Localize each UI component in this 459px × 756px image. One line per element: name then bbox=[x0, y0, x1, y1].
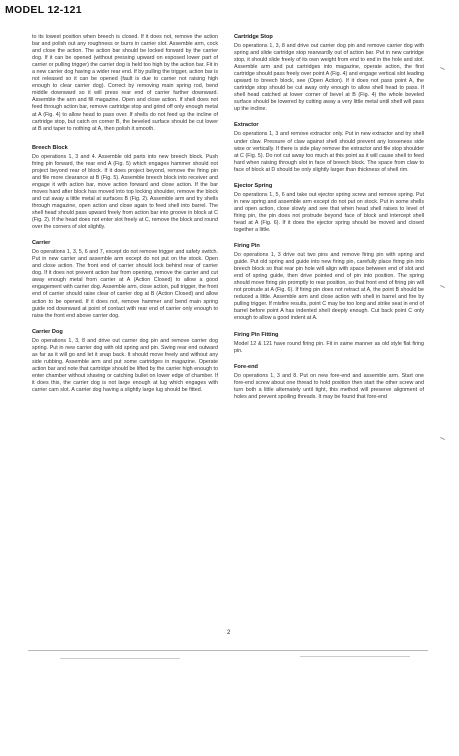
scan-bottom-line bbox=[300, 656, 410, 657]
section-paragraph: Do operations 1, 3, 5, 6 and 7, except do not remove trigger and safety switch. Put in new carrier and assemble arm except do not put on the stock. Open and close action. The front end of carrier should lock behind rear of carrier dog. If it does not prevent action bar from opening, remove the carrier and cut away enough metal from carrier at A (Action Closed) to allow a good engagement with carrier dog. Assemble arm, close action, pull trigger, the front end of carrier should raise clear of carrier dog at B (Action Closed) and allow action to be opened. If it does not, remove hammer and bend main spring guide rod downward at point of contact with rear end of carrier only enough to raise the front end above carrier dog. bbox=[32, 249, 218, 319]
section-paragraph: Do operations 1, 3 drive out two pins and remove firing pin with spring and guide. Put old spring and guide into new firing pin, carefully place firing pin into breech block so that rear pin hole will align with space between end of slot and end of spring guide, then drive pointed end of pin into position. The spring should move firing pin promptly to rear position, so that front end of firing pin will not protrude at A (Fig. 6). If firing pin does not retract at A, the point B should be reduced a little. Assemble arm and close action with shell in barrel and fire by pulling trigger. If misfire results, point C may be too long and strike seat in end of barrel before point A has indented shell deeply enough. Cut back point C only enough to allow a good indent at A. bbox=[234, 252, 424, 322]
section-heading: Fore-end bbox=[234, 363, 258, 370]
section-heading: Carrier Dog bbox=[32, 328, 63, 335]
section-paragraph: Do operations 1, 3, 8 and drive out carrier dog pin and remove carrier dog with spring and slide cartridge stop rearwardly out of action bar. Put in new cartridge stop, it should slide freely of its own weight from end to end in the hole and slot. Assemble arm and put cartridges into magazine, operate action, the first cartridge should pass freely over point A (Fig. 4) and engage vertical slot leading upward to breech block, see (Open Action). If it does not pass point A, the cartridge stop should be cut away only enough to allow shell head to pass. If shell head catched at lower corner of bevel at B (Fig. 4) the whole beveled surface should be lowered by cutting away a very little metal until shell will pass up the incline. bbox=[234, 43, 424, 113]
section-paragraph: Do operations 1, 3, 8 and drive out carrier dog pin and remove carrier dog spring. Put in new carrier dog with old spring and pin. Swing rear end outward as far as it will go and let it snap back. It should move freely and without any side rubbing. Assemble arm and put some cartridges in magazine. Operate action bar and note that cartridge should be lifted by the carrier high enough to enter chamber without shaving or catching bullet on lower edge of chamber. If it does this, the carrier dog is not large enough at lug which engages with carrier cam slot. A carrier dog having a slightly large lug should be fitted. bbox=[32, 337, 218, 393]
section-paragraph: Do operations 1, 3 and remove extractor only. Put in new extractor and try shell under claw. Pressure of claw against shell should prevent any looseness side wise or vertically. If there is side play remove the extractor and file stop shoulder at C (Fig. 5). Do not cut away too much at this point as it will cause shell to feed hard when raising through slot in face of breech block. The space from claw to face of block at D should be only slightly larger than thickness of shell rim. bbox=[234, 131, 424, 173]
section-carrier-dog bbox=[32, 329, 218, 394]
section-extractor bbox=[234, 122, 424, 173]
section-breech-block bbox=[32, 145, 218, 232]
section-firing-pin bbox=[234, 243, 424, 322]
scan-bottom-line bbox=[60, 658, 180, 659]
right-column bbox=[234, 34, 424, 410]
page-title: MODEL 12-121 bbox=[5, 4, 82, 16]
section-paragraph: Do operations 1, 5, 6 and take out ejector spring screw and remove spring. Put in new spring and assemble arm except do not put on stock. Put in some shells and open action, close slowly and see that when head shell raises to level of firing pin, the pin does not protrude beyond face of block and intercept shell head at A (Fig. 6). If it does the ejector spring should be moved and closed together a little. bbox=[234, 191, 424, 233]
section-heading: Carrier bbox=[32, 240, 51, 247]
scan-edge-mark bbox=[440, 285, 445, 288]
scan-edge-mark bbox=[440, 67, 445, 70]
left-column bbox=[32, 34, 218, 403]
scan-edge-mark bbox=[440, 437, 445, 440]
page-number: 2 bbox=[227, 630, 231, 636]
section-carrier bbox=[32, 240, 218, 319]
section-heading: Breech Block bbox=[32, 144, 68, 151]
section-heading: Cartridge Stop bbox=[234, 34, 273, 40]
intro-paragraph: to its lowest position when breech is closed. If it does not, remove the action bar and polish out any roughness or burrs in carrier slot. Assemble arm, cock and close the action. The action bar should be locked forward by the carrier dog. If it can be opened (without pressing upward on exposed lower part of carrier or pulling trigger) the carrier dog is held too high by the action bar. Fit in a new carrier dog having a wider rear end. If by pulling the trigger, action bar is not released so it can be opened (fault is due to carrier not raising high enough to clear carrier dog). Correct by removing main spring rod, bend middle downward so it will press rear end of carrier farther downward. Assemble the arm and fill magazine. Open and close action. If shell does not feed through action bar, remove cartridge stop and grind off only enough metal at A (Fig. 4) to allow head to pass over. If shells do not feed up the incline of cartridge stop, but catch on corner B, the beveled surface should be cut lower at B and taper to nothing at A, then polish it smooth. bbox=[32, 34, 218, 132]
scan-bottom-line bbox=[28, 650, 428, 651]
section-heading: Ejector Spring bbox=[234, 182, 273, 189]
section-firing-pin-fitting bbox=[234, 332, 424, 355]
section-heading: Firing Pin bbox=[234, 243, 260, 250]
section-paragraph: Model 12 & 121 have round firing pin. Fit in same manner as old style flat firing pin. bbox=[234, 340, 424, 354]
section-paragraph: Do operations 1, 3 and 4. Assemble old parts into new breech block. Push firing pin forward, the rear end A (Fig. 5) which engages hammer should not project beyond rear of block. If it does project beyond, remove the firing pin and file more clearance at B (Fig. 5). Assemble breech block into receiver and engage it with action bar, move action forward and close action. If the bar moves hard after block has moved into top locking shoulder, remove the block and cut away a little metal at surfaces B (Fig. 2). Assemble arm and try shells through magazine, open action and close again to feed shell into barrel. The shell head should pass upward freely from action bar into groove in block at C (Fig. 2). If the head does not enter slot freely at C, remove the block and round over the corners of slot slightly. bbox=[32, 153, 218, 231]
section-paragraph: Do operations 1, 3 and 8. Put on new fore-end and assemble arm. Start one fore-end screw about one thread to hold position then start the other screw and turn both a little alternately until tight, this method will preserve alignment of holes and prevent spoiling threads. It may be found that fore-end bbox=[234, 372, 424, 400]
section-cartridge-stop bbox=[234, 34, 424, 113]
section-heading: Extractor bbox=[234, 122, 259, 129]
section-heading: Firing Pin Fitting bbox=[234, 331, 279, 338]
section-ejector-spring bbox=[234, 183, 424, 234]
section-fore-end bbox=[234, 364, 424, 401]
